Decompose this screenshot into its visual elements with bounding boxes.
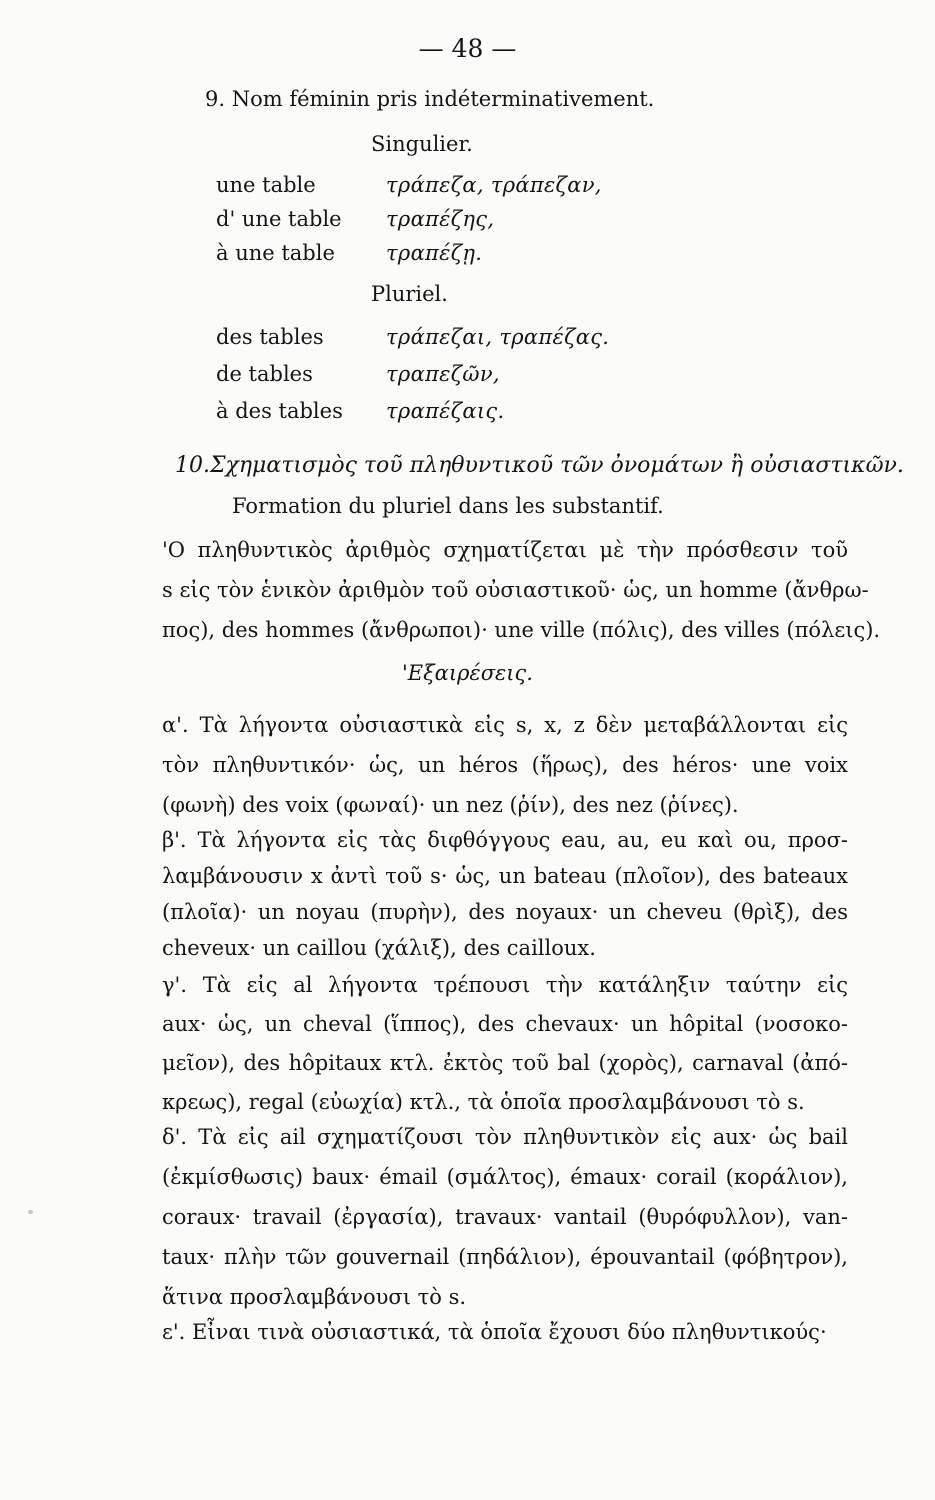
- gamma-line-2: aux· ὡς, un cheval (ἵππος), des chevaux· un hôpital (νοσοκο-: [162, 1012, 848, 1036]
- beta-line-3: (πλοῖα)· un noyau (πυρὴν), des noyaux· un cheveu (θρὶξ), des: [162, 900, 848, 924]
- beta-line-1: β'. Τὰ λήγοντα εἰς τὰς διφθόγγους eau, au, eu καὶ ou, προσ-: [162, 828, 848, 852]
- delta-line-3: coraux· travail (ἐργασία), travaux· vantail (θυρόφυλλον), van-: [162, 1205, 848, 1229]
- delta-line-1: δ'. Τὰ εἰς ail σχηματίζουσι τὸν πληθυντικὸν εἰς aux· ὡς bail: [162, 1125, 848, 1149]
- singular-label: Singulier.: [371, 132, 473, 156]
- exceptions-title: 'Εξαιρέσεις.: [402, 661, 533, 685]
- alpha-line-1: α'. Τὰ λήγοντα οὐσιαστικὰ εἰς s, x, z δὲν μεταβάλλονται εἰς: [162, 713, 848, 737]
- page-number: — 48 —: [418, 34, 517, 63]
- intro-line-3: πος), des hommes (ἄνθρωποι)· une ville (πόλις), des villes (πόλεις).: [162, 618, 881, 642]
- singular-row-1-greek: τράπεζα, τράπεζαν,: [386, 173, 602, 197]
- alpha-line-2: τὸν πληθυντικόν· ὡς, un héros (ἥρως), des héros· une voix: [162, 753, 848, 777]
- beta-line-2: λαμβάνουσιν x ἀντὶ τοῦ s· ὡς, un bateau (πλοῖον), des bateaux: [162, 864, 848, 888]
- plural-row-1-french: des tables: [216, 325, 324, 349]
- plural-row-1-greek: τράπεζαι, τραπέζας.: [386, 325, 610, 349]
- beta-line-4: cheveux· un caillou (χάλιξ), des cailloux.: [162, 936, 596, 960]
- alpha-line-3: (φωνὴ) des voix (φωναί)· un nez (ῥίν), des nez (ῥίνες).: [162, 793, 739, 817]
- plural-label: Pluriel.: [371, 282, 448, 306]
- delta-line-5: ἅτινα προσλαμβάνουσι τὸ s.: [162, 1285, 467, 1309]
- plural-row-3-french: à des tables: [216, 399, 343, 423]
- singular-row-1-french: une table: [216, 173, 316, 197]
- section-10-heading: 10.Σχηματισμὸς τοῦ πληθυντικοῦ τῶν ὀνομάτων ἢ οὐσιαστικῶν.: [175, 453, 904, 478]
- section-9-heading: 9. Nom féminin pris indéterminativement.: [205, 87, 655, 111]
- gamma-line-1: γ'. Τὰ εἰς al λήγοντα τρέπουσι τὴν κατάληξιν ταύτην εἰς: [162, 973, 848, 997]
- epsilon-line-1: ε'. Εἶναι τινὰ οὐσιαστικά, τὰ ὁποῖα ἔχουσι δύο πληθυντικούς·: [162, 1320, 827, 1344]
- gamma-line-4: κρεως), regal (εὐωχία) κτλ., τὰ ὁποῖα προσλαμβάνουσι τὸ s.: [162, 1090, 805, 1114]
- plural-row-2-french: de tables: [216, 362, 313, 386]
- margin-speck: [28, 1210, 33, 1214]
- delta-line-4: taux· πλὴν τῶν gouvernail (πηδάλιον), épouvantail (φόβητρον),: [162, 1245, 848, 1269]
- plural-row-3-greek: τραπέζαις.: [386, 399, 505, 423]
- singular-row-3-greek: τραπέζῃ.: [386, 241, 483, 265]
- plural-row-2-greek: τραπεζῶν,: [386, 362, 500, 386]
- singular-row-3-french: à une table: [216, 241, 335, 265]
- intro-line-1: 'Ο πληθυντικὸς ἀριθμὸς σχηματίζεται μὲ τὴν πρόσθεσιν τοῦ: [162, 538, 848, 562]
- intro-line-2: s εἰς τὸν ἑνικὸν ἀριθμὸν τοῦ οὐσιαστικοῦ· ὡς, un homme (ἄνθρω-: [162, 578, 869, 602]
- delta-line-2: (ἐκμίσθωσις) baux· émail (σμάλτος), émaux· corail (κοράλιον),: [162, 1165, 848, 1189]
- singular-row-2-greek: τραπέζης,: [386, 207, 495, 231]
- gamma-line-3: μεῖον), des hôpitaux κτλ. ἐκτὸς τοῦ bal (χορὸς), carnaval (ἀπό-: [162, 1051, 848, 1075]
- singular-row-2-french: d' une table: [216, 207, 342, 231]
- section-10-subheading: Formation du pluriel dans les substantif.: [232, 494, 664, 518]
